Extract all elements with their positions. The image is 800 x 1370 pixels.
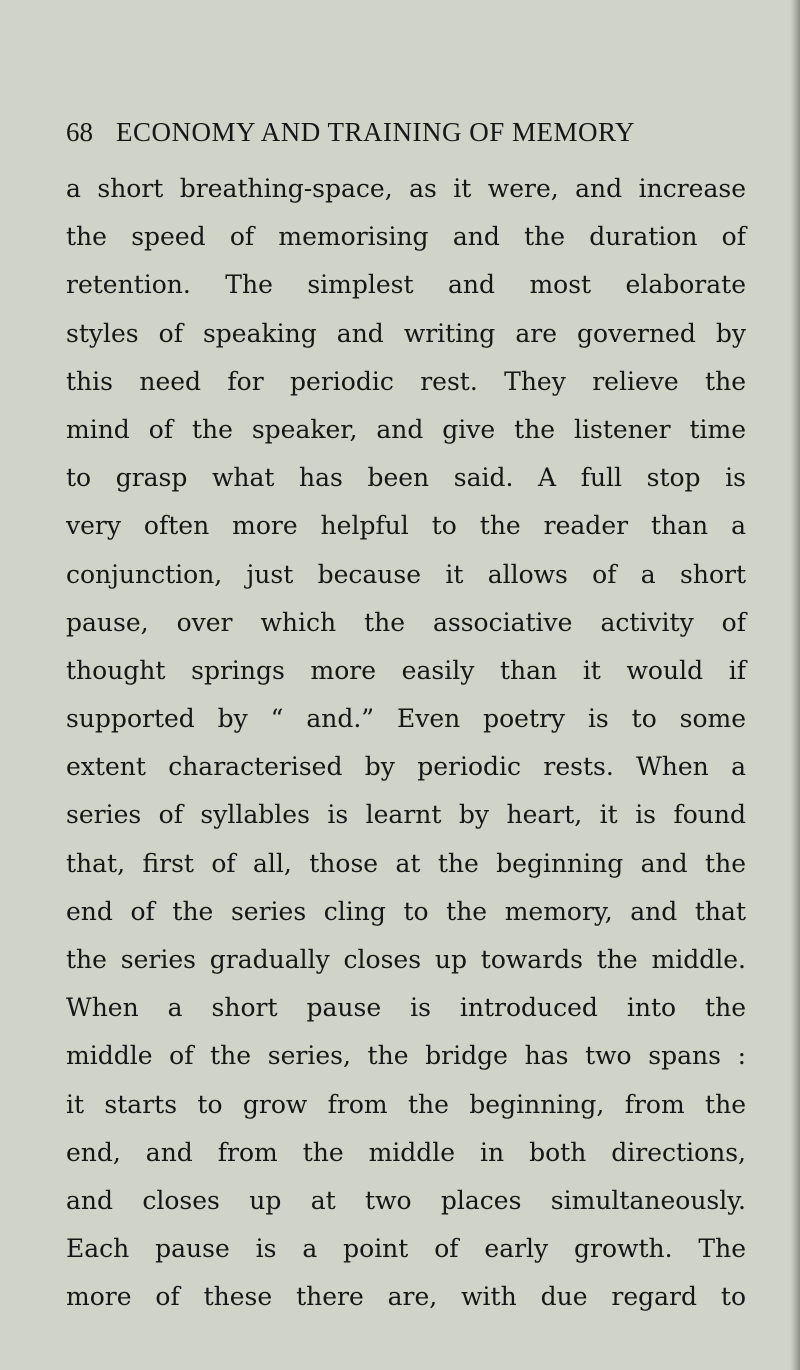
text-line-5: this need for periodic rest. They relieve the	[66, 366, 746, 396]
text-line-15: that, first of all, those at the beginning and the	[66, 848, 746, 878]
text-line-3: retention. The simplest and most elaborate	[66, 270, 746, 300]
text-line-9: conjunction, just because it allows of a short	[66, 559, 746, 589]
page-edge-shadow	[790, 0, 800, 1370]
text-line-19: middle of the series, the bridge has two spans :	[66, 1041, 746, 1071]
text-line-7: to grasp what has been said. A full stop is	[66, 463, 746, 493]
text-line-18: When a short pause is introduced into the	[66, 993, 746, 1023]
text-line-20: it starts to grow from the beginning, from the	[66, 1089, 746, 1119]
text-line-17: the series gradually closes up towards the middle.	[66, 945, 746, 974]
page-number: 68	[66, 117, 93, 147]
text-line-23: Each pause is a point of early growth. The	[66, 1234, 746, 1264]
text-line-22: and closes up at two places simultaneously.	[66, 1185, 746, 1215]
text-line-2: the speed of memorising and the duration of	[66, 222, 746, 252]
text-line-12: supported by “ and.” Even poetry is to some	[66, 704, 746, 734]
text-line-10: pause, over which the associative activity of	[66, 607, 746, 637]
text-line-6: mind of the speaker, and give the listener time	[66, 414, 746, 444]
text-line-24: more of these there are, with due regard to	[66, 1282, 746, 1312]
running-title: ECONOMY AND TRAINING OF MEMORY	[116, 117, 636, 147]
text-line-4: styles of speaking and writing are governed by	[66, 318, 746, 348]
running-header	[66, 112, 746, 152]
text-line-13: extent characterised by periodic rests. When a	[66, 752, 746, 782]
text-line-16: end of the series cling to the memory, and that	[66, 896, 746, 926]
text-line-11: thought springs more easily than it would if	[66, 655, 746, 685]
text-line-8: very often more helpful to the reader than a	[66, 511, 746, 541]
text-line-14: series of syllables is learnt by heart, it is found	[66, 800, 746, 830]
body-text	[66, 165, 746, 1322]
text-line-21: end, and from the middle in both directions,	[66, 1137, 746, 1167]
text-line-1: a short breathing-space, as it were, and increase	[66, 174, 746, 203]
